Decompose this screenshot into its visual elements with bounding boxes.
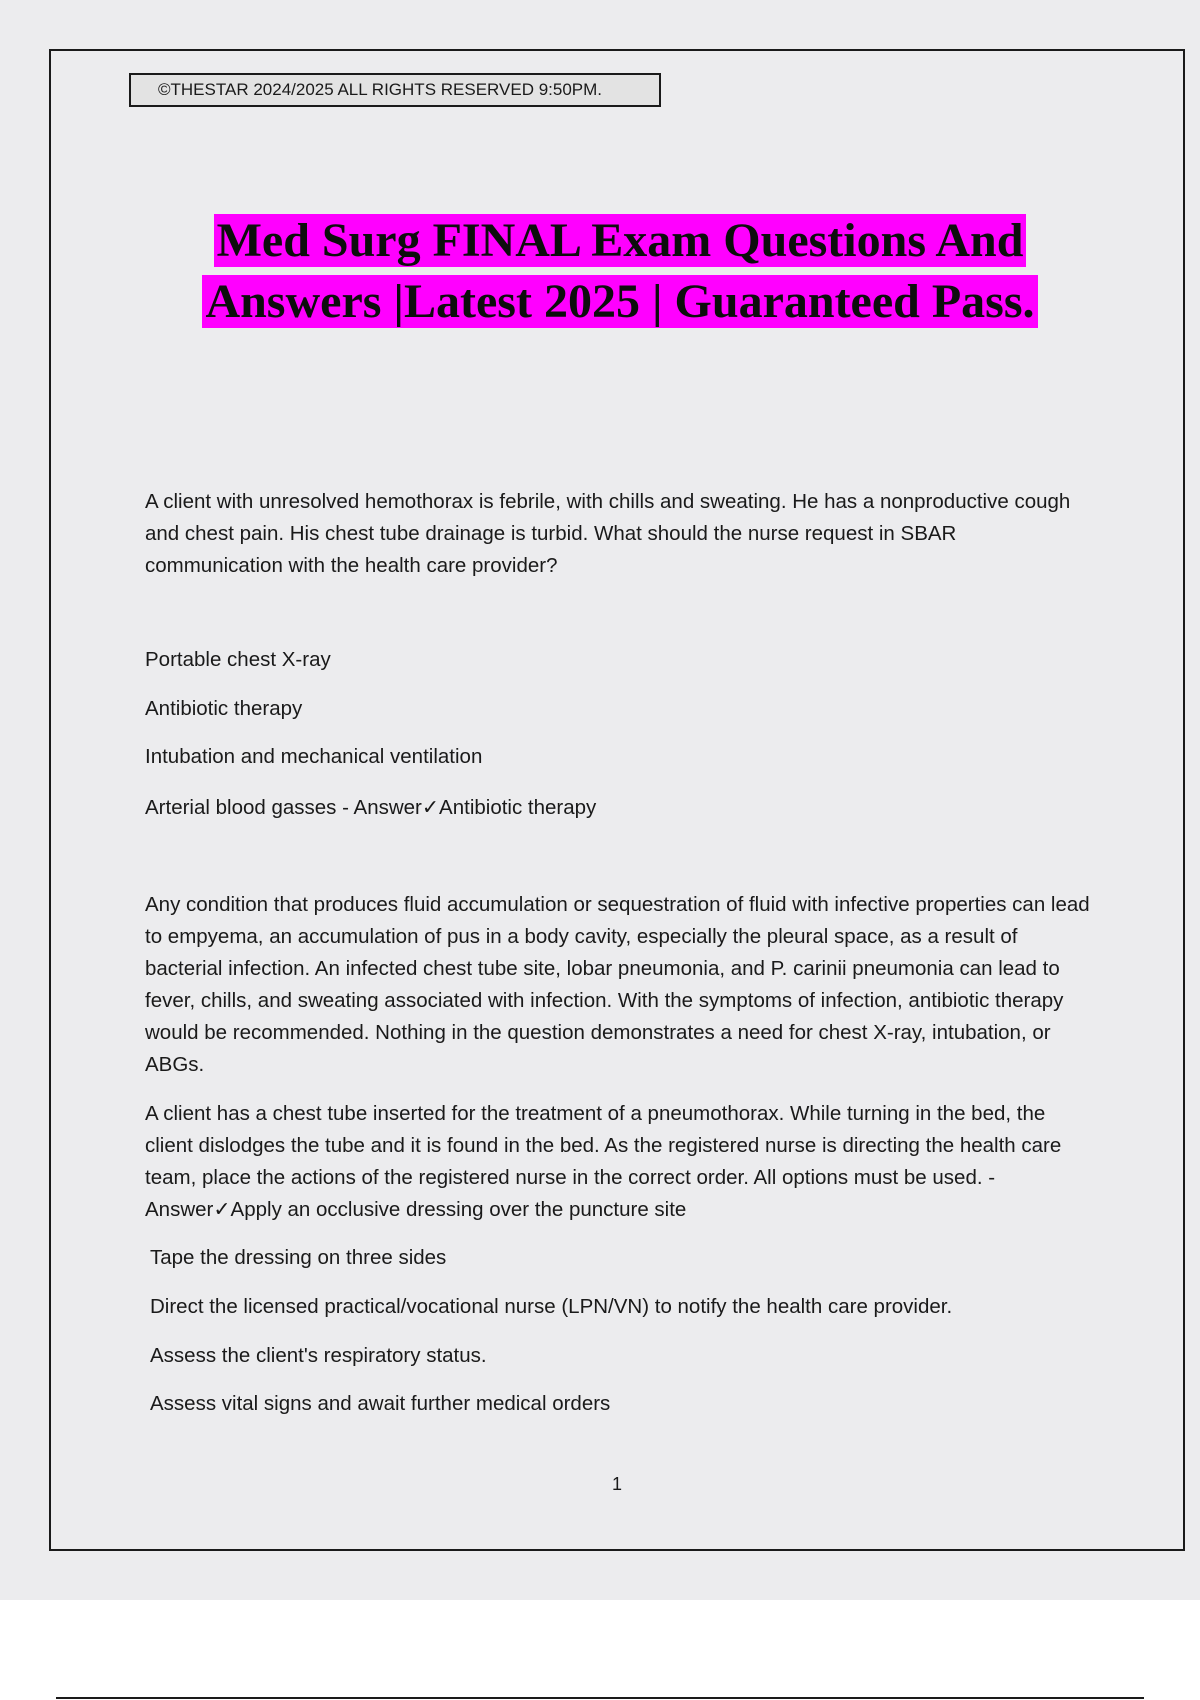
question-2-step-2: Direct the licensed practical/vocational nurse (LPN/VN) to notify the health care provider. — [150, 1295, 953, 1318]
document-title — [90, 210, 1150, 332]
question-1-text — [145, 486, 1095, 582]
rationale-text: Any condition that produces fluid accumulation or sequestration of fluid with infective properties can lead to empyema, an accumulation of pus in a body cavity, especially the pleural space, as a result of bacterial infection. An infected chest tube site, lobar pneumonia, and P. carinii pneumonia can lead to fever, chills, and sweating associated with infection. With the symptoms of infection, antibiotic therapy would be recommended. Nothing in the question demonstrates a need for chest X-ray, intubation, or ABGs. — [145, 893, 1090, 1076]
question-1-stem: A client with unresolved hemothorax is febrile, with chills and sweating. He has a nonproductive cough and chest pain. His chest tube drainage is turbid. What should the nurse request in SBAR communication with the health care provider? — [145, 490, 1071, 577]
question-2-step-3: Assess the client's respiratory status. — [150, 1344, 487, 1367]
page-number: 1 — [611, 1474, 622, 1494]
title-line-2: Answers |Latest 2025 | Guaranteed Pass. — [202, 275, 1037, 328]
title-line-1: Med Surg FINAL Exam Questions And — [214, 214, 1027, 267]
bottom-divider — [56, 1697, 1144, 1699]
question-2-step-4: Assess vital signs and await further medical orders — [150, 1392, 611, 1415]
question-1-rationale — [145, 889, 1095, 1081]
question-1-option-1: Portable chest X-ray — [145, 648, 331, 671]
question-1-option-4-answer: Arterial blood gasses - Answer✓Antibiotic therapy — [145, 796, 597, 819]
question-2-text — [145, 1098, 1095, 1226]
question-2-step-1: Tape the dressing on three sides — [150, 1246, 447, 1269]
copyright-notice: ©THESTAR 2024/2025 ALL RIGHTS RESERVED 9:50PM. — [129, 73, 661, 107]
question-2-stem: A client has a chest tube inserted for the treatment of a pneumothorax. While turning in the bed, the client dislodges the tube and it is found in the bed. As the registered nurse is directing the health care team, place the actions of the registered nurse in the correct order. All options must be used. - Answer✓Apply an occlusive dressing over the puncture site — [145, 1102, 1062, 1221]
question-1-option-2: Antibiotic therapy — [145, 697, 303, 720]
question-1-option-3: Intubation and mechanical ventilation — [145, 745, 483, 768]
